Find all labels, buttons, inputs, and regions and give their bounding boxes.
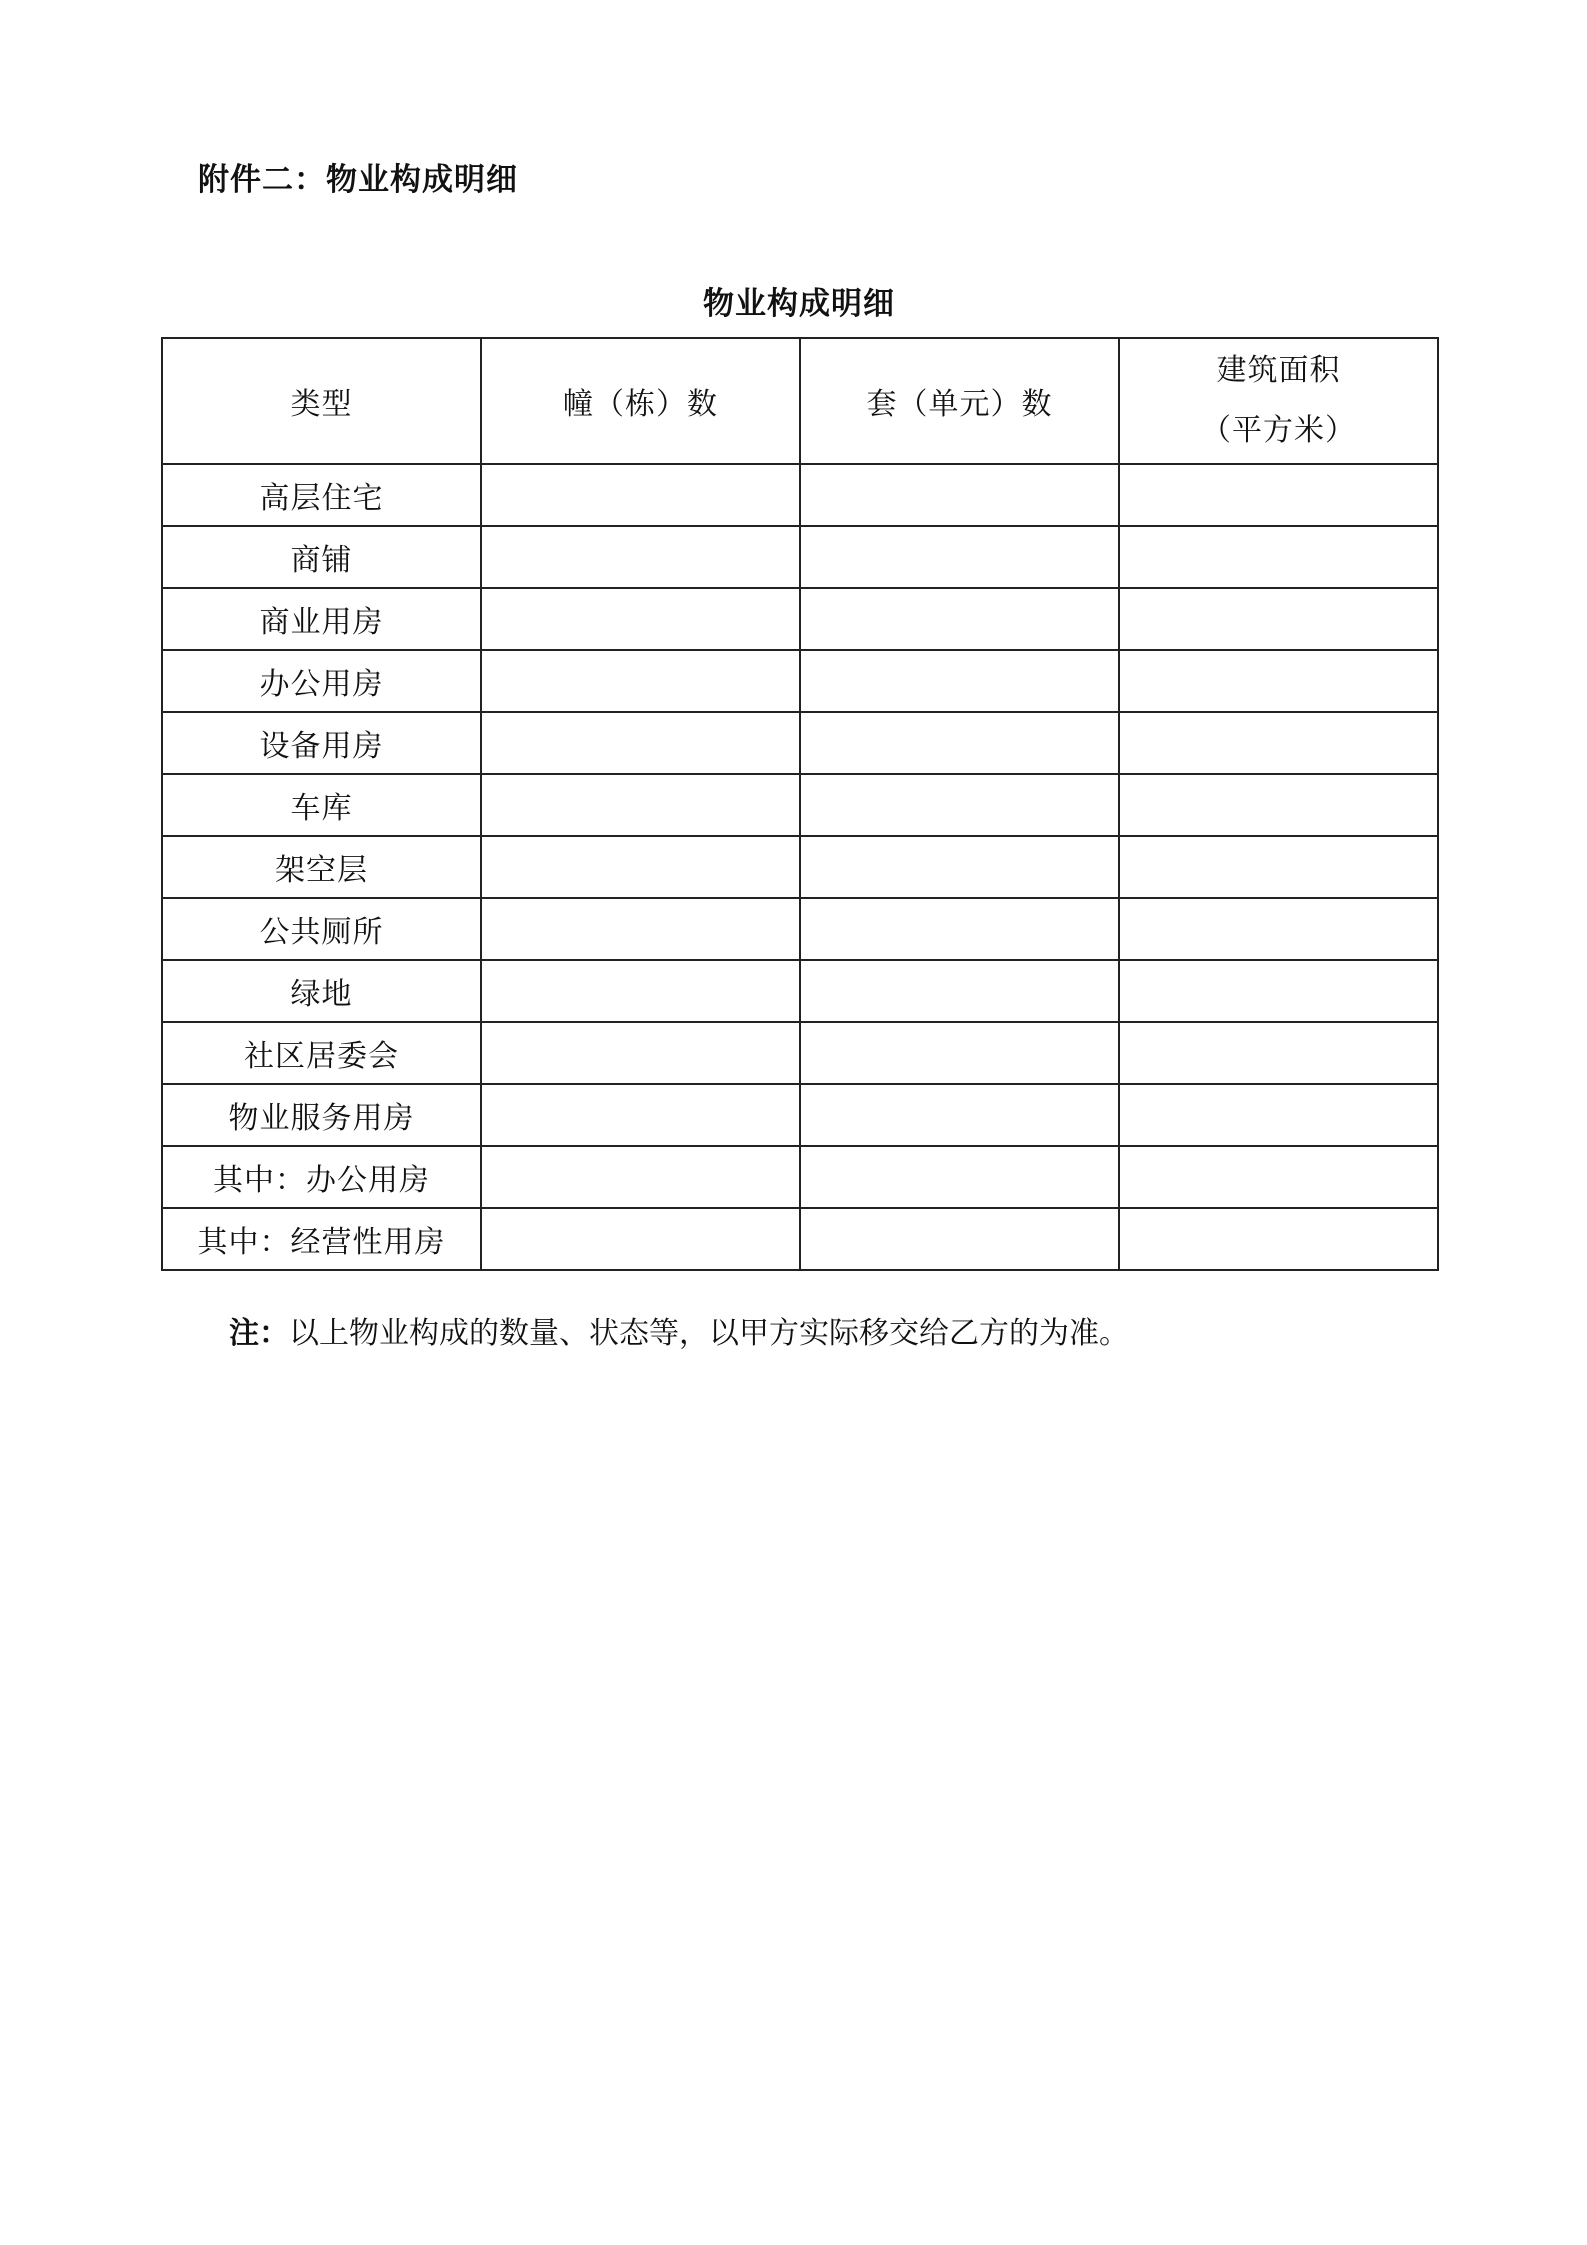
row-units-cell	[800, 650, 1119, 712]
row-type-cell: 车库	[162, 774, 481, 836]
row-type-cell: 社区居委会	[162, 1022, 481, 1084]
row-buildings-cell	[481, 526, 800, 588]
row-area-cell	[1119, 712, 1438, 774]
column-header-units: 套（单元）数	[800, 338, 1119, 464]
row-buildings-cell	[481, 1022, 800, 1084]
row-area-cell	[1119, 836, 1438, 898]
attachment-heading: 附件二：物业构成明细	[198, 162, 518, 198]
table-note	[229, 1312, 1129, 1356]
row-buildings-cell	[481, 1084, 800, 1146]
table-row	[162, 1084, 1438, 1146]
table-row	[162, 1208, 1438, 1270]
table-row	[162, 712, 1438, 774]
row-units-cell	[800, 836, 1119, 898]
row-type-cell: 商铺	[162, 526, 481, 588]
row-area-cell	[1119, 1022, 1438, 1084]
column-header-type: 类型	[162, 338, 481, 464]
column-header-buildings: 幢（栋）数	[481, 338, 800, 464]
row-area-cell	[1119, 1146, 1438, 1208]
row-units-cell	[800, 1084, 1119, 1146]
row-area-cell	[1119, 898, 1438, 960]
table-row	[162, 650, 1438, 712]
row-units-cell	[800, 588, 1119, 650]
column-header-area-line2: （平方米）	[1201, 413, 1356, 448]
row-type-cell: 架空层	[162, 836, 481, 898]
row-area-cell	[1119, 588, 1438, 650]
row-units-cell	[800, 712, 1119, 774]
row-area-cell	[1119, 650, 1438, 712]
table-row	[162, 1022, 1438, 1084]
table-row	[162, 836, 1438, 898]
row-units-cell	[800, 898, 1119, 960]
row-buildings-cell	[481, 836, 800, 898]
row-type-cell: 其中：办公用房	[162, 1146, 481, 1208]
row-type-cell: 物业服务用房	[162, 1084, 481, 1146]
row-type-cell: 绿地	[162, 960, 481, 1022]
table-body	[162, 464, 1438, 1270]
row-units-cell	[800, 526, 1119, 588]
row-buildings-cell	[481, 898, 800, 960]
row-buildings-cell	[481, 774, 800, 836]
table-title: 物业构成明细	[703, 286, 895, 322]
row-type-cell: 其中：经营性用房	[162, 1208, 481, 1270]
row-units-cell	[800, 1146, 1119, 1208]
table-row	[162, 960, 1438, 1022]
row-buildings-cell	[481, 464, 800, 526]
table-row	[162, 774, 1438, 836]
row-buildings-cell	[481, 1146, 800, 1208]
row-area-cell	[1119, 464, 1438, 526]
row-buildings-cell	[481, 588, 800, 650]
row-type-cell: 设备用房	[162, 712, 481, 774]
column-header-area-line1: 建筑面积	[1216, 353, 1341, 388]
table-row	[162, 1146, 1438, 1208]
row-units-cell	[800, 960, 1119, 1022]
table-row	[162, 464, 1438, 526]
property-composition-table	[161, 337, 1439, 1271]
table-header-row	[162, 338, 1438, 464]
row-units-cell	[800, 774, 1119, 836]
row-area-cell	[1119, 960, 1438, 1022]
table-row	[162, 526, 1438, 588]
row-area-cell	[1119, 774, 1438, 836]
row-area-cell	[1119, 526, 1438, 588]
row-buildings-cell	[481, 960, 800, 1022]
row-buildings-cell	[481, 712, 800, 774]
table-row	[162, 588, 1438, 650]
row-type-cell: 办公用房	[162, 650, 481, 712]
row-area-cell	[1119, 1084, 1438, 1146]
row-buildings-cell	[481, 1208, 800, 1270]
row-area-cell	[1119, 1208, 1438, 1270]
row-units-cell	[800, 1022, 1119, 1084]
row-type-cell: 高层住宅	[162, 464, 481, 526]
row-units-cell	[800, 1208, 1119, 1270]
note-text: 以上物业构成的数量、状态等，以甲方实际移交给乙方的为准。	[289, 1316, 1129, 1351]
row-buildings-cell	[481, 650, 800, 712]
row-units-cell	[800, 464, 1119, 526]
row-type-cell: 商业用房	[162, 588, 481, 650]
table-row	[162, 898, 1438, 960]
note-label: 注：	[229, 1316, 289, 1351]
column-header-area	[1119, 338, 1438, 464]
row-type-cell: 公共厕所	[162, 898, 481, 960]
